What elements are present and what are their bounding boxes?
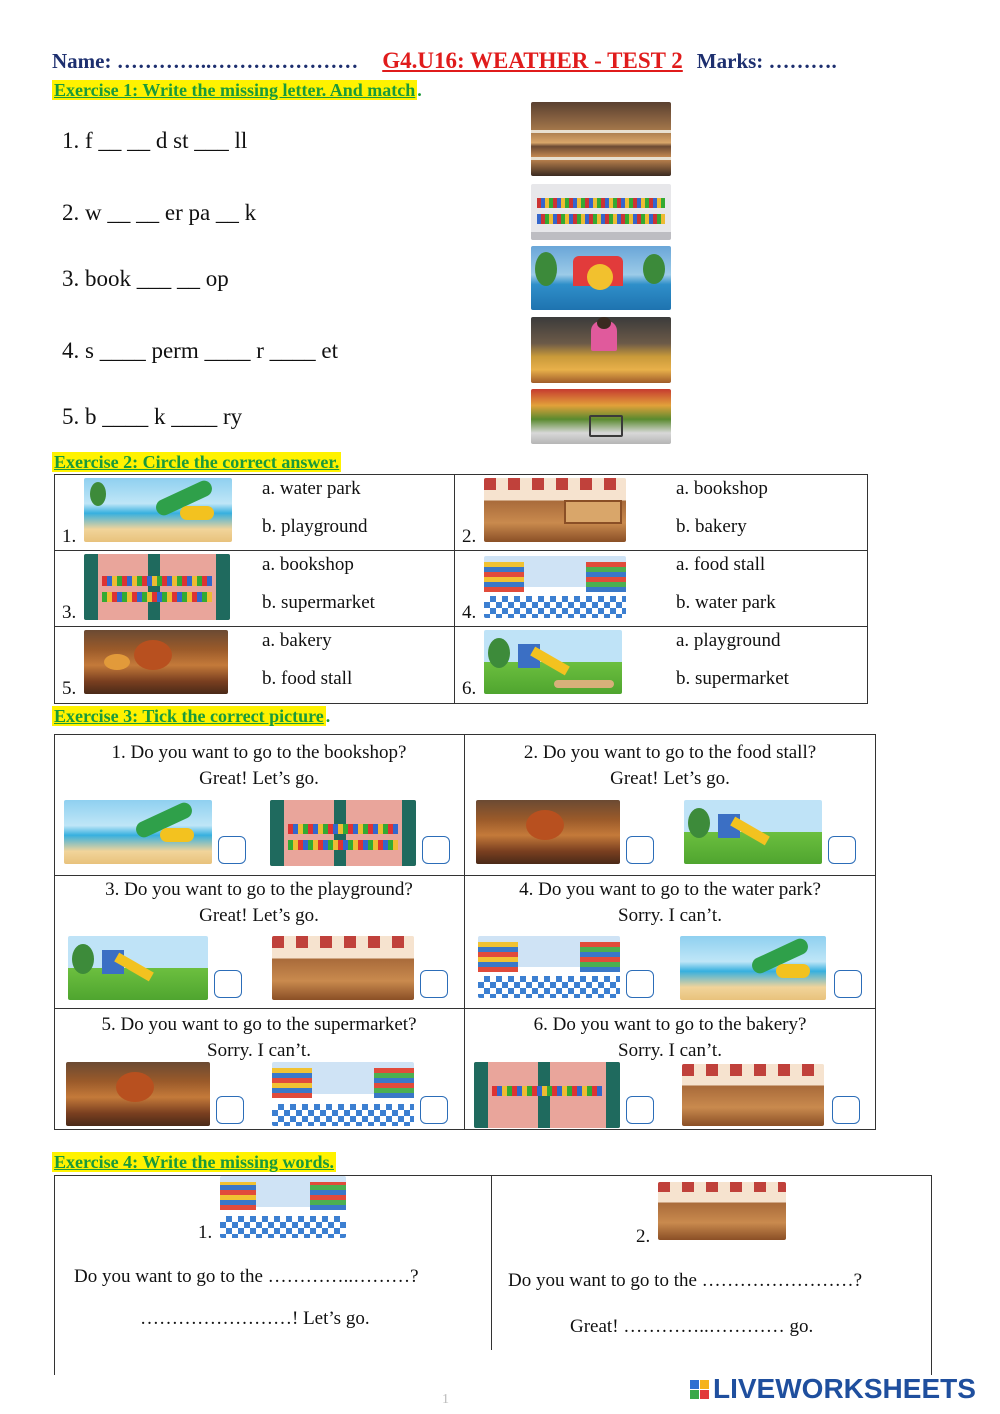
ex3-q4-water-park-picture xyxy=(680,936,826,1000)
ex3-q4-checkbox-2[interactable] xyxy=(834,970,862,998)
ex3-q4-checkbox-1[interactable] xyxy=(626,970,654,998)
ex3-q6-question: 6. Do you want to go to the bakery? xyxy=(533,1014,807,1035)
ex2-number-3: 3. xyxy=(62,602,77,623)
ex3-q2-food-stall-picture xyxy=(476,800,620,864)
ex2-bakery-picture xyxy=(484,478,626,542)
worksheet-header xyxy=(52,48,952,78)
ex3-q1-water-park-picture xyxy=(64,800,212,864)
ex4-q2-answer[interactable]: Great! …………..………… go. xyxy=(570,1316,814,1337)
ex3-q1-question: 1. Do you want to go to the bookshop? xyxy=(111,742,407,763)
water-park-photo[interactable] xyxy=(531,246,671,310)
ex2-q4-option-b[interactable]: b. water park xyxy=(676,592,776,613)
bakery-photo[interactable] xyxy=(531,102,671,176)
exercise2-title: Exercise 2: Circle the correct answer. xyxy=(54,452,340,472)
ex3-q4-supermarket-picture xyxy=(478,936,620,998)
ex3-q6-checkbox-1[interactable] xyxy=(626,1096,654,1124)
ex2-q1-option-a[interactable]: a. water park xyxy=(262,478,361,499)
ex2-supermarket-picture xyxy=(484,556,626,618)
supermarket-photo[interactable] xyxy=(531,389,671,444)
ex3-q1-checkbox-2[interactable] xyxy=(422,836,450,864)
bookshop-photo[interactable] xyxy=(531,184,671,240)
ex4-q1-question[interactable]: Do you want to go to the …………..………? xyxy=(74,1266,419,1287)
exercise4-heading xyxy=(52,1152,336,1173)
exercise1-item-2[interactable]: 2. w __ __ er pa __ k xyxy=(62,200,257,225)
ex3-q6-answer: Sorry. I can’t. xyxy=(618,1040,722,1061)
ex2-q6-option-b[interactable]: b. supermarket xyxy=(676,668,789,689)
exercise1-item-4[interactable]: 4. s ____ perm ____ r ____ et xyxy=(62,338,338,363)
ex3-q1-checkbox-1[interactable] xyxy=(218,836,246,864)
ex3-q1-bookshop-picture xyxy=(270,800,416,866)
ex2-q2-option-b[interactable]: b. bakery xyxy=(676,516,747,537)
ex3-q4-answer: Sorry. I can’t. xyxy=(618,905,722,926)
ex3-q1-answer: Great! Let’s go. xyxy=(199,768,319,789)
exercise1-heading: Exercise 1: Write the missing letter. And match . xyxy=(54,80,422,100)
exercise1-item-1[interactable]: 1. f __ __ d st ___ ll xyxy=(62,128,248,153)
ex4-supermarket-picture xyxy=(220,1176,346,1238)
ex3-q5-answer: Sorry. I can’t. xyxy=(207,1040,311,1061)
exercise4-title: Exercise 4: Write the missing words. xyxy=(54,1152,334,1172)
ex2-playground-picture xyxy=(484,630,622,694)
ex3-q3-question: 3. Do you want to go to the playground? xyxy=(105,879,413,900)
ex2-number-5: 5. xyxy=(62,678,77,699)
ex3-q2-answer: Great! Let’s go. xyxy=(610,768,730,789)
ex2-q3-option-b[interactable]: b. supermarket xyxy=(262,592,375,613)
ex3-q3-bakery-picture xyxy=(272,936,414,1000)
page-number: 1 xyxy=(442,1392,449,1407)
ex2-number-4: 4. xyxy=(462,602,477,623)
ex2-q2-option-a[interactable]: a. bookshop xyxy=(676,478,768,499)
exercise1-item-5[interactable]: 5. b ____ k ____ ry xyxy=(62,404,243,429)
exercise3-heading: Exercise 3: Tick the correct picture . xyxy=(54,706,331,726)
ex2-bookshop-picture xyxy=(84,554,230,620)
ex3-q4-question: 4. Do you want to go to the water park? xyxy=(519,879,821,900)
food-stall-photo[interactable] xyxy=(531,317,671,383)
ex3-q6-checkbox-2[interactable] xyxy=(832,1096,860,1124)
ex3-q5-supermarket-picture xyxy=(272,1062,414,1126)
exercise1-item-3[interactable]: 3. book ___ __ op xyxy=(62,266,229,291)
ex2-q3-option-a[interactable]: a. bookshop xyxy=(262,554,354,575)
ex3-q3-playground-picture xyxy=(68,936,208,1000)
ex4-q2-question[interactable]: Do you want to go to the ……………………? xyxy=(508,1270,863,1291)
ex2-number-2: 2. xyxy=(462,526,477,547)
ex3-q2-question: 2. Do you want to go to the food stall? xyxy=(523,742,817,763)
ex3-q3-answer: Great! Let’s go. xyxy=(199,905,319,926)
ex2-number-1: 1. xyxy=(62,526,77,547)
ex3-q5-question: 5. Do you want to go to the supermarket? xyxy=(101,1014,417,1035)
ex2-food-stall-picture xyxy=(84,630,228,694)
liveworksheets-brand: LIVEWORKSHEETS xyxy=(713,1373,976,1404)
exercise1-title: Exercise 1: Write the missing letter. And match xyxy=(54,80,416,100)
ex3-q3-checkbox-2[interactable] xyxy=(420,970,448,998)
ex2-q1-option-b[interactable]: b. playground xyxy=(262,516,368,537)
ex2-q4-option-a[interactable]: a. food stall xyxy=(676,554,766,575)
liveworksheets-logo-icon xyxy=(690,1380,709,1399)
ex3-q6-bakery-picture xyxy=(682,1064,824,1126)
exercise3-title: Exercise 3: Tick the correct picture xyxy=(54,706,324,726)
ex2-q5-option-b[interactable]: b. food stall xyxy=(262,668,353,689)
marks-field-label: Marks: ………. xyxy=(696,49,837,73)
ex4-q1-answer[interactable]: ……………………! Let’s go. xyxy=(140,1308,370,1329)
name-field-label: Name: …………..………………… xyxy=(52,49,359,73)
ex4-bakery-picture xyxy=(658,1182,786,1240)
ex2-q6-option-a[interactable]: a. playground xyxy=(676,630,781,651)
ex2-water-park-picture xyxy=(84,478,232,542)
ex2-number-6: 6. xyxy=(462,678,477,699)
ex4-number-2: 2. xyxy=(636,1226,651,1247)
exercise2-heading xyxy=(52,452,341,473)
ex3-q5-checkbox-2[interactable] xyxy=(420,1096,448,1124)
liveworksheets-logo xyxy=(690,1372,976,1406)
ex3-q2-playground-picture xyxy=(684,800,822,864)
ex3-q5-food-stall-picture xyxy=(66,1062,210,1126)
ex3-q5-checkbox-1[interactable] xyxy=(216,1096,244,1124)
ex3-q6-bookshop-picture xyxy=(474,1062,620,1128)
ex2-q5-option-a[interactable]: a. bakery xyxy=(262,630,332,651)
ex4-number-1: 1. xyxy=(198,1222,213,1243)
ex3-q2-checkbox-1[interactable] xyxy=(626,836,654,864)
ex3-q3-checkbox-1[interactable] xyxy=(214,970,242,998)
ex3-q2-checkbox-2[interactable] xyxy=(828,836,856,864)
worksheet-title: G4.U16: WEATHER - TEST 2 xyxy=(382,48,683,73)
